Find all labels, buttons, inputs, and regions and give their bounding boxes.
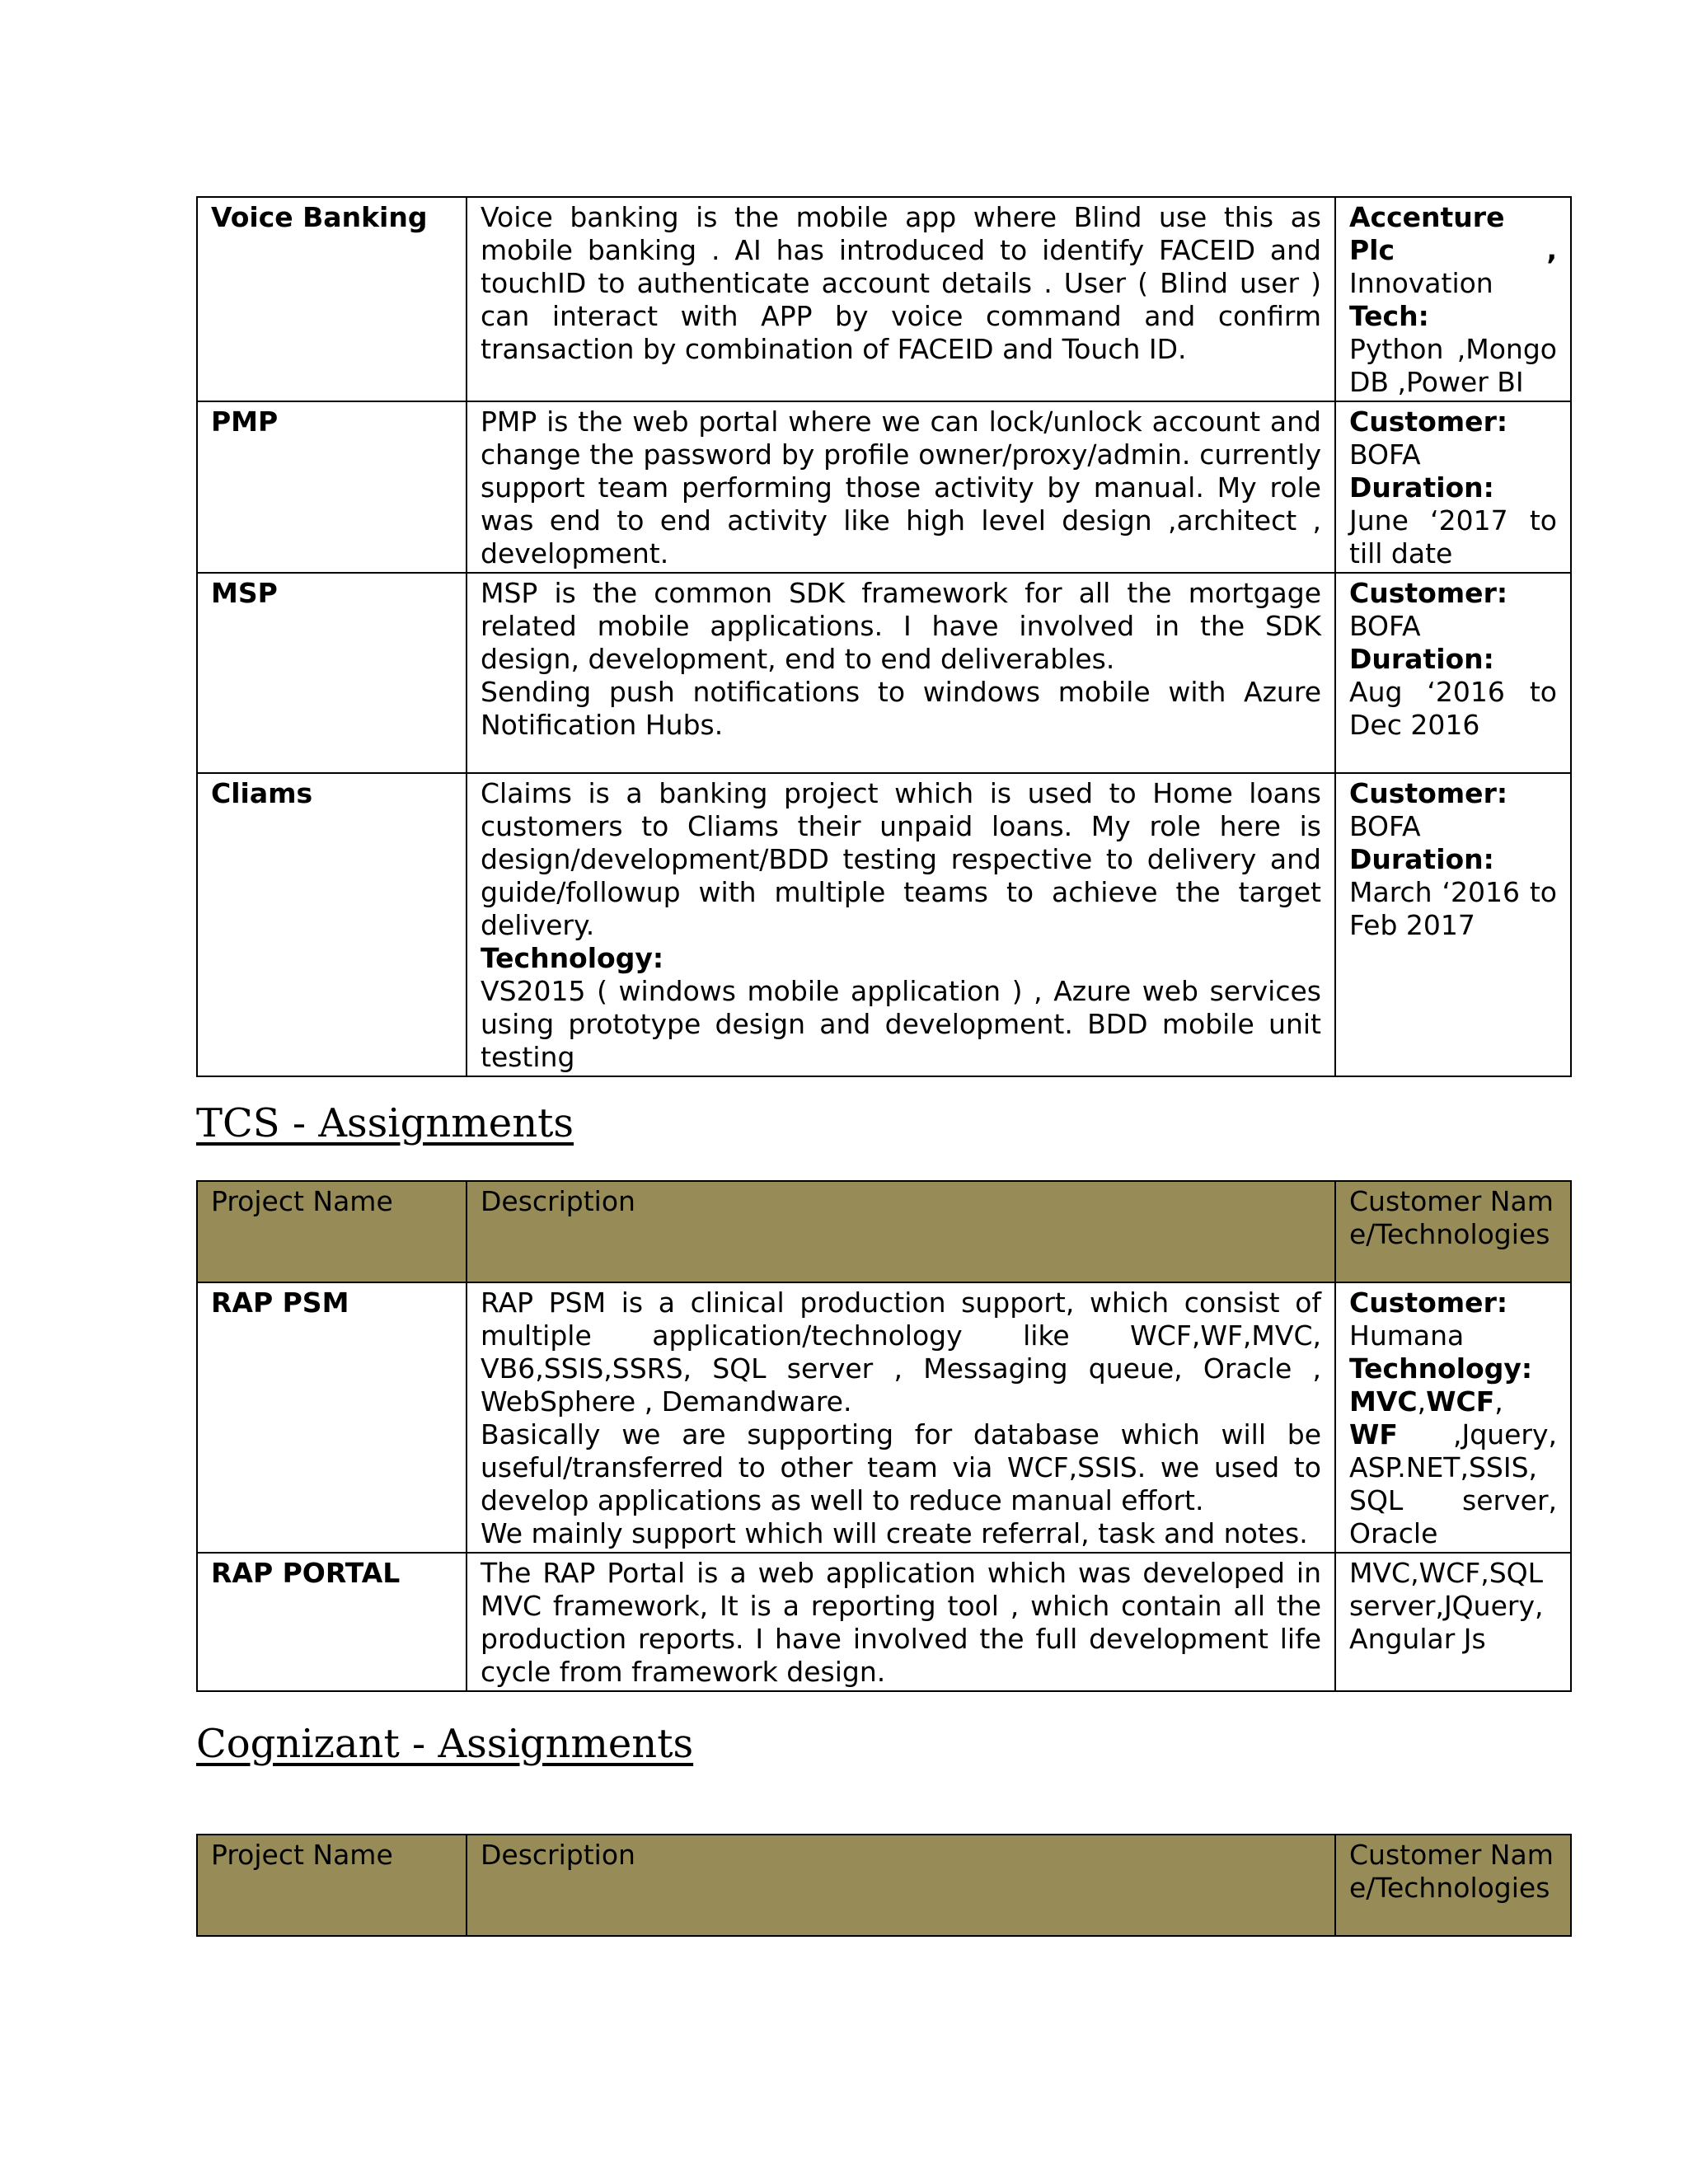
- header-description: Description: [467, 1835, 1335, 1936]
- project-name: Cliams: [197, 773, 467, 1076]
- table-row: [197, 573, 1571, 773]
- table-header-row: [197, 1835, 1571, 1936]
- project-description: PMP is the web portal where we can lock/unlock account and change the password by profile owner/proxy/admin. currently support team performing those activity by manual. My role was end to end activity like high level design ,architect , development.: [467, 401, 1335, 573]
- project-name: MSP: [197, 573, 467, 773]
- project-description: RAP PSM is a clinical production support, which consist of multiple application/technology like WCF,WF,MVC, VB6,SSIS,SSRS, SQL server , Messaging queue, Oracle , WebSphere , Demandware. Basically we are supporting for database which will be useful/transferred to other team via WCF,SSIS. we used to develop applications as well to reduce manual effort. We mainly support which will create referral, task and notes.: [467, 1282, 1335, 1553]
- table-row: [197, 773, 1571, 1076]
- table-row: [197, 1282, 1571, 1553]
- table-row: [197, 401, 1571, 573]
- section-heading-tcs: TCS - Assignments: [196, 1100, 574, 1146]
- project-description: MSP is the common SDK framework for all the mortgage related mobile applications. I have involved in the SDK design, development, end to end deliverables. Sending push notifications to windows mobile with Azure Notification Hubs.: [467, 573, 1335, 773]
- project-name: RAP PSM: [197, 1282, 467, 1553]
- header-customer-tech: Customer Name/Technologies: [1335, 1181, 1571, 1282]
- table-row: [197, 197, 1571, 401]
- project-meta: Customer: BOFA Duration: Aug ‘2016 to Dec 2016: [1335, 573, 1571, 773]
- technology-label: Technology:: [481, 942, 664, 974]
- section-heading-cognizant: Cognizant - Assignments: [196, 1721, 694, 1767]
- project-meta: Customer: Humana Technology: MVC,WCF, WF ,Jquery, ASP.NET,SSIS, SQL server, Oracle: [1335, 1282, 1571, 1553]
- tcs-projects-table: [196, 1180, 1572, 1692]
- header-customer-tech: Customer Name/Technologies: [1335, 1835, 1571, 1936]
- project-name: RAP PORTAL: [197, 1553, 467, 1691]
- project-description: Voice banking is the mobile app where Blind use this as mobile banking . AI has introduced to identify FACEID and touchID to authenticate account details . User ( Blind user ) can interact with APP by voice command and confirm transaction by combination of FACEID and Touch ID.: [467, 197, 1335, 401]
- accenture-projects-table: [196, 196, 1572, 1077]
- header-project-name: Project Name: [197, 1835, 467, 1936]
- cognizant-projects-table: [196, 1834, 1572, 1937]
- header-description: Description: [467, 1181, 1335, 1282]
- project-meta: MVC,WCF,SQL server,JQuery, Angular Js: [1335, 1553, 1571, 1691]
- project-description: Claims is a banking project which is used to Home loans customers to Cliams their unpaid loans. My role here is design/development/BDD testing respective to delivery and guide/followup with multiple teams to achieve the target delivery. Technology: VS2015 ( windows mobile application ) , Azure web services using prototype design and development. BDD mobile unit testing: [467, 773, 1335, 1076]
- project-name: Voice Banking: [197, 197, 467, 401]
- project-meta: Accenture Plc , Innovation Tech: Python ,Mongo DB ,Power BI: [1335, 197, 1571, 401]
- project-name: PMP: [197, 401, 467, 573]
- project-meta: Customer: BOFA Duration: March ‘2016 to Feb 2017: [1335, 773, 1571, 1076]
- project-description: The RAP Portal is a web application which was developed in MVC framework, It is a reporting tool , which contain all the production reports. I have involved the full development life cycle from framework design.: [467, 1553, 1335, 1691]
- project-meta: Customer: BOFA Duration: June ‘2017 to till date: [1335, 401, 1571, 573]
- header-project-name: Project Name: [197, 1181, 467, 1282]
- table-header-row: [197, 1181, 1571, 1282]
- table-row: [197, 1553, 1571, 1691]
